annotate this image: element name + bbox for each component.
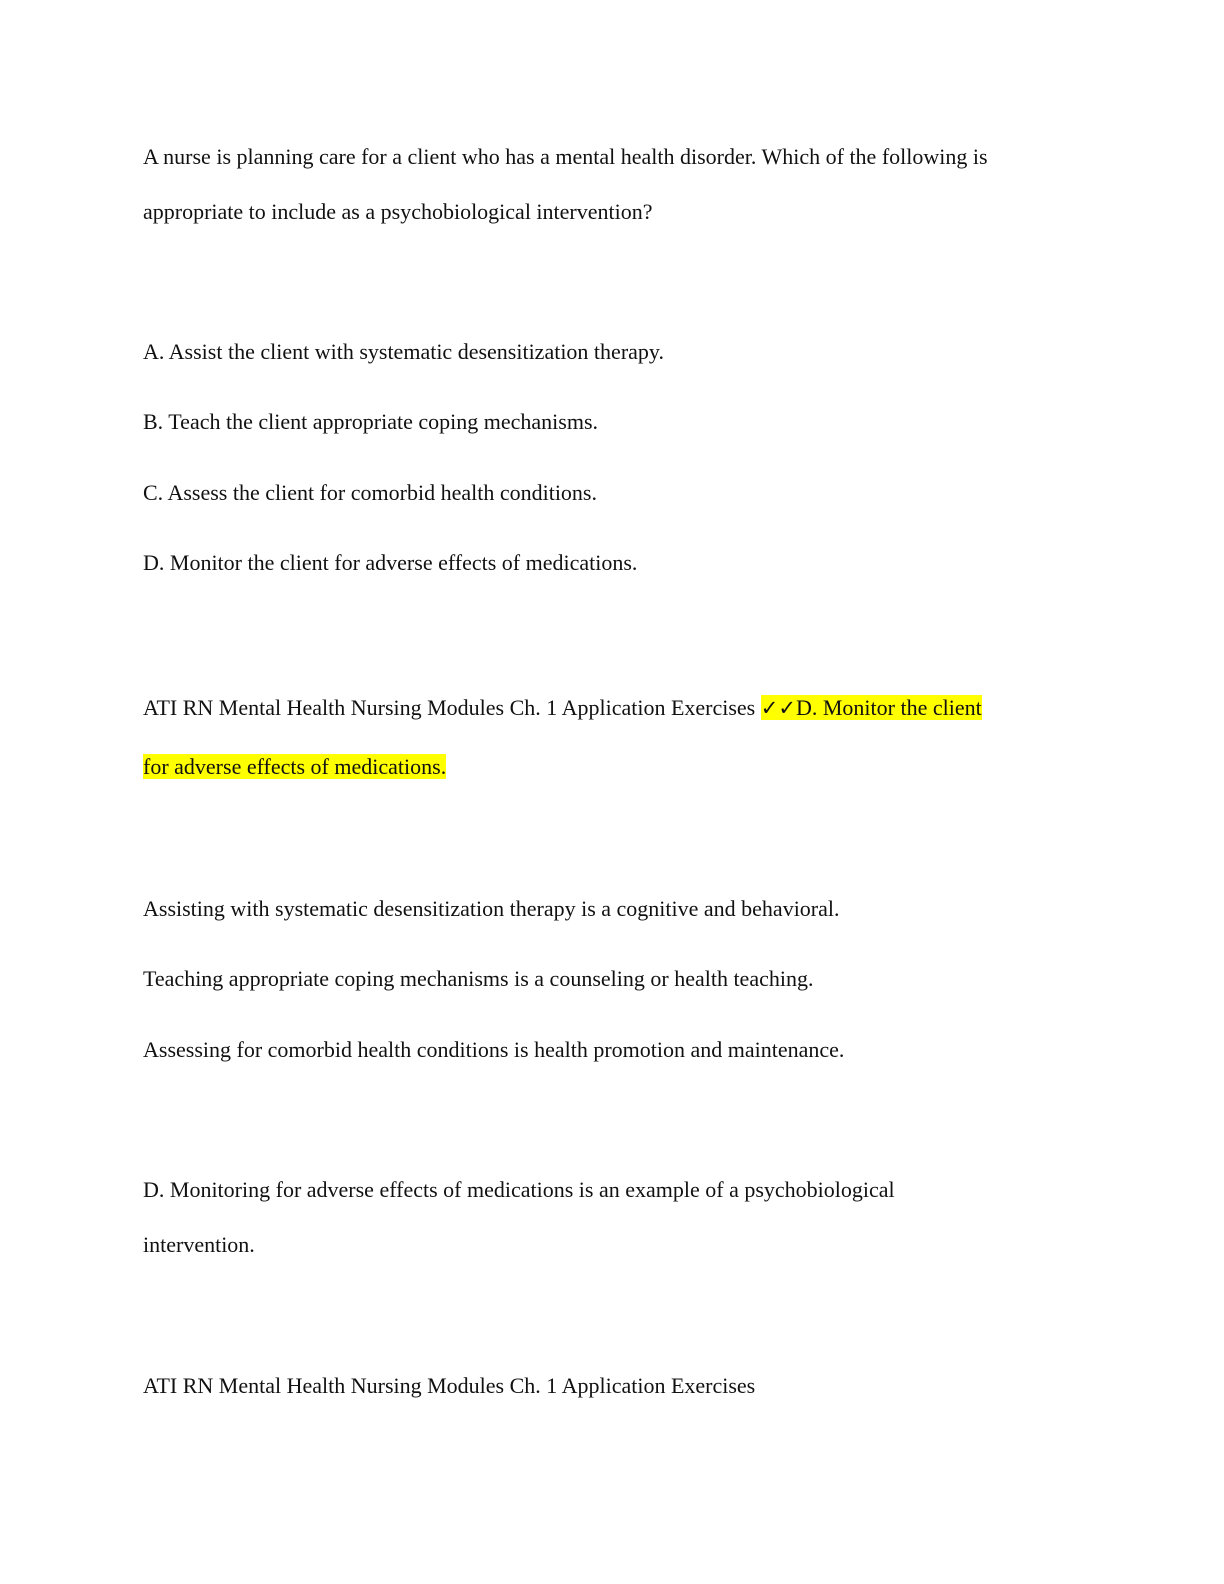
option-c: C. Assess the client for comorbid health conditions.: [143, 480, 597, 505]
answer-highlight-1: [761, 695, 982, 720]
option-d: D. Monitor the client for adverse effects of medications.: [143, 550, 638, 575]
answer-line-1: [143, 694, 982, 722]
option-a: A. Assist the client with systematic desensitization therapy.: [143, 339, 664, 364]
conclusion-line-2: intervention.: [143, 1232, 255, 1257]
answer-source: ATI RN Mental Health Nursing Modules Ch. 1 Application Exercises: [143, 695, 756, 720]
rationale-b: Teaching appropriate coping mechanisms is a counseling or health teaching.: [143, 966, 814, 991]
question-line-1: A nurse is planning care for a client who has a mental health disorder. Which of the following is: [143, 144, 988, 169]
answer-text-1: D. Monitor the client: [795, 695, 982, 720]
rationale-c: Assessing for comorbid health conditions is health promotion and maintenance.: [143, 1037, 845, 1062]
check-mark-icon: ✓✓: [760, 696, 796, 720]
answer-line-2: [143, 753, 446, 781]
footer-source: ATI RN Mental Health Nursing Modules Ch. 1 Application Exercises: [143, 1373, 756, 1398]
conclusion-line-1: D. Monitoring for adverse effects of medications is an example of a psychobiological: [143, 1177, 895, 1202]
question-line-2: appropriate to include as a psychobiological intervention?: [143, 199, 653, 224]
option-b: B. Teach the client appropriate coping mechanisms.: [143, 409, 599, 434]
answer-text-2: for adverse effects of medications.: [143, 754, 447, 779]
rationale-a: Assisting with systematic desensitization therapy is a cognitive and behavioral.: [143, 896, 840, 921]
